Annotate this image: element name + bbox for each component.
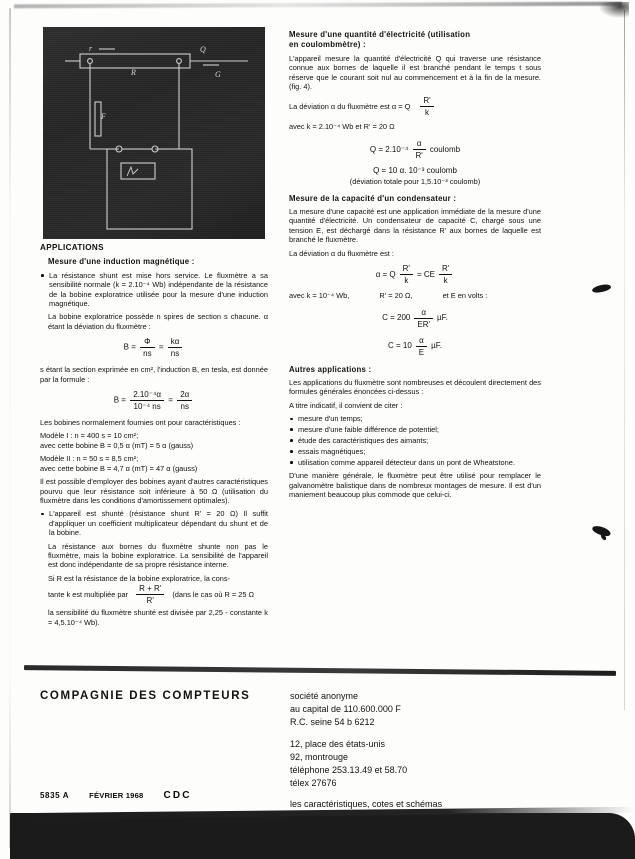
fraction-numerator: R' bbox=[400, 264, 413, 275]
reference-code: 5835 A bbox=[40, 791, 70, 800]
fraction-2e-4alpha bbox=[130, 390, 164, 411]
address-line: 12, place des états-unis bbox=[290, 738, 386, 749]
formula-lhs: α = Q bbox=[375, 269, 396, 279]
figure-label-Q: Q bbox=[200, 45, 206, 54]
list-item: essais magnétiques; bbox=[289, 447, 541, 456]
list-item: étude des caractéristiques des aimants; bbox=[289, 436, 541, 445]
paragraph-deviation-fluxmetre: La déviation α du fluxmètre est : bbox=[289, 248, 394, 258]
avec-k-value: avec k = 10⁻⁴ Wb, bbox=[289, 291, 350, 301]
fraction-alpha-Rprime bbox=[413, 139, 426, 160]
formula-unit: µF. bbox=[431, 341, 442, 351]
list-item: mesure d'un temps; bbox=[289, 414, 541, 423]
fraction-numerator: α bbox=[416, 336, 427, 347]
address-line: téléphone 253.13.49 et 58.70 bbox=[290, 765, 408, 776]
company-address-group bbox=[290, 738, 452, 791]
paragraph-autres-bobines: Il est possible d'employer des bobines ayant d'autres caractéristiques pourvu que leur résistance soit inférieure à 50 Ω (utilisation du fluxmètre dans les conditions d'amortissement optimales). bbox=[40, 477, 268, 505]
subsection-capacite-condensateur: Mesure de la capacité d'un condensateur : bbox=[289, 193, 457, 203]
paragraph-appareil-mesure-Q: L'appareil mesure la quantité d'électricité Q qui traverse une résistance connue aux bornes de laquelle il est branché pendant le temps t sous réserve que le courant soit nul au commencement et à la fin de la mesure. (fig. 4). bbox=[289, 53, 541, 92]
formula-lhs: Q = 2.10⁻⁴ bbox=[369, 144, 409, 154]
circuit-diagram-figure bbox=[43, 27, 265, 239]
fraction-denominator: ER' bbox=[417, 319, 431, 329]
formula-constante-k bbox=[40, 584, 268, 605]
formula-Q-note: (déviation totale pour 1,5.10⁻³ coulomb) bbox=[349, 177, 481, 187]
Rprime-value: R' = 20 Ω, bbox=[379, 291, 413, 301]
formula-lead-text: tante k est multipliée par bbox=[48, 589, 129, 599]
figure-label-r: r bbox=[89, 44, 93, 53]
applications-heading: APPLICATIONS bbox=[40, 243, 104, 252]
model-1-line-1: Modèle I : n = 400 s = 10 cm²; bbox=[40, 431, 139, 441]
model-2-line-1: Modèle II : n = 50 s = 8,5 cm²; bbox=[40, 454, 139, 464]
formula-C-200 bbox=[289, 308, 541, 329]
formula-lead-text: La déviation α du fluxmètre est α = Q bbox=[289, 102, 411, 112]
fraction-R-plus-Rprime bbox=[136, 584, 164, 605]
fraction-numerator: R' bbox=[420, 96, 433, 107]
formula-trailing-text: (dans le cas où R = 25 Ω bbox=[172, 589, 255, 599]
formula-unit: coulomb bbox=[429, 144, 461, 154]
paragraph-resistance-bornes: La résistance aux bornes du fluxmètre shunte non pas le fluxmètre, mais la bobine exploratrice. La sensibilité de l'appareil est donc indépendante de sa propre résistance interne. bbox=[48, 541, 268, 570]
model-2-line-2: avec cette bobine B = 4,7 α (mT) = 47 α (gauss) bbox=[40, 463, 198, 473]
fraction-Rprime-k bbox=[420, 96, 433, 117]
induction-bullet-list bbox=[40, 271, 268, 309]
formula-induction-B-numeric bbox=[40, 390, 268, 411]
paragraph-avec-k-Rprime-E bbox=[289, 291, 541, 300]
formula-C-10 bbox=[289, 336, 541, 357]
scan-top-edge-artifact bbox=[14, 2, 622, 9]
list-item: L'appareil est shunté (résistance shunt R' = 20 Ω) Il suffit d'appliquer un coefficient multiplicateur dépendant du shunt et de la bobine. bbox=[40, 509, 268, 537]
document-reference-line bbox=[40, 790, 192, 801]
fraction-alpha-E bbox=[416, 336, 427, 357]
formula-lhs: C = 200 bbox=[382, 313, 411, 323]
fraction-numerator: kα bbox=[168, 337, 183, 348]
list-item: mesure d'une faible différence de potentiel; bbox=[289, 425, 541, 434]
legal-line: au capital de 110.600.000 F bbox=[290, 704, 401, 715]
fraction-numerator: α bbox=[413, 139, 426, 150]
fraction-denominator: ns bbox=[170, 349, 180, 359]
fraction-denominator: ns bbox=[143, 349, 152, 359]
fraction-denominator: k bbox=[404, 276, 409, 286]
subsection-induction-magnetique: Mesure d'une induction magnétique : bbox=[48, 257, 195, 267]
list-item: La résistance shunt est mise hors service. Le fluxmètre a sa sensibilité normale (k = 2.10⁻⁴ Wb) indépendante de la résistance de la bobine exploratrice utilisée pour la mesure d'une induction magnétique. bbox=[40, 271, 268, 309]
paragraph-applications-nombreuses: Les applications du fluxmètre sont nombreuses et découlent directement des formules générales énoncées ci-dessus : bbox=[289, 377, 541, 397]
fraction-denominator: R' bbox=[415, 150, 423, 160]
fraction-numerator: α bbox=[414, 308, 433, 319]
fraction-alpha-ERprime bbox=[414, 308, 433, 329]
shunt-bullet-list bbox=[40, 509, 268, 537]
footer-left-block bbox=[40, 690, 290, 810]
formula-lhs: B = bbox=[123, 342, 136, 352]
fraction-denominator: 10⁻⁴ ns bbox=[133, 402, 161, 412]
paragraph-constante-k-a: Si R est la résistance de la bobine exploratrice, la cons- bbox=[48, 573, 230, 583]
paragraph-avec-k-et-Rprime: avec k = 2.10⁻⁴ Wb et R' = 20 Ω bbox=[289, 122, 395, 132]
paragraph-section-cm2: s étant la section exprimée en cm², l'induction B, en tesla, est donnée par la formule : bbox=[40, 365, 268, 384]
paragraph-bobine-exploratrice: La bobine exploratrice possède n spires de section s chacune. α étant la déviation du fluxmètre : bbox=[48, 312, 268, 331]
formula-Q-numeric: Q = 10 α. 10⁻³ coulomb bbox=[373, 165, 457, 175]
scan-speck-artifact bbox=[591, 283, 611, 294]
fraction-numerator: R + R' bbox=[136, 584, 164, 595]
figure-label-R: R bbox=[131, 68, 137, 77]
scan-corner-smudge bbox=[599, 2, 629, 18]
paragraph-mesure-capacite: La mesure d'une capacité est une application immédiate de la mesure d'une quantité d'électricité. Un condensateur de capacité C, chargé sous une tension E, est déchargé dans la résistance R' aux bornes de laquelle est branché le fluxmètre. bbox=[289, 207, 541, 245]
scan-right-edge-artifact bbox=[624, 10, 626, 710]
subsection-quantite-electricite-line1: Mesure d'une quantité d'électricité (utilisation bbox=[289, 30, 471, 39]
subsection-quantite-electricite-line2: en coulombmètre) : bbox=[289, 40, 366, 50]
fraction-denominator: E bbox=[418, 347, 425, 357]
formula-equals: = CE bbox=[416, 269, 435, 279]
fraction-Rprime-k-2 bbox=[439, 264, 452, 285]
figure-label-F: F bbox=[101, 112, 107, 121]
formula-lhs: C = 10 bbox=[388, 341, 412, 351]
figure-label-G: G bbox=[215, 70, 221, 79]
formula-alpha-CE bbox=[289, 264, 541, 285]
right-text-column bbox=[289, 30, 541, 503]
autres-applications-list bbox=[289, 414, 541, 467]
paragraph-sensibilite-divisee: la sensibilité du fluxmètre shunté est divisée par 2,25 - constante k = 4,5.10⁻⁴ Wb). bbox=[48, 608, 268, 627]
address-line: télex 27676 bbox=[290, 778, 337, 789]
E-unit-note: et E en volts : bbox=[442, 291, 488, 301]
left-text-column bbox=[40, 243, 268, 631]
cdc-logo: CDC bbox=[163, 790, 192, 801]
scan-left-edge-artifact bbox=[9, 8, 11, 848]
company-legal-group bbox=[290, 690, 452, 730]
formula-deviation-alpha bbox=[289, 96, 541, 117]
fraction-kalpha-ns bbox=[168, 337, 183, 358]
formula-equals: = bbox=[168, 395, 173, 405]
address-line: 92, montrouge bbox=[290, 751, 349, 762]
formula-unit: µF. bbox=[437, 313, 448, 323]
formula-lhs: B = bbox=[113, 395, 126, 405]
formula-induction-B bbox=[40, 337, 268, 358]
footer-divider bbox=[24, 665, 616, 676]
formula-Q-coulomb bbox=[289, 139, 541, 160]
formula-equals: = bbox=[158, 342, 164, 352]
fraction-denominator: ns bbox=[180, 402, 189, 412]
model-1-line-2: avec cette bobine B = 0,5 α (mT) = 5 α (gauss) bbox=[40, 440, 194, 450]
scan-bottom-dark-band bbox=[10, 813, 635, 859]
fraction-denominator: k bbox=[424, 108, 429, 118]
legal-line: R.C. seine 54 b 6212 bbox=[290, 717, 375, 728]
fraction-numerator: Φ bbox=[140, 337, 154, 348]
fraction-numerator: 2.10⁻⁴α bbox=[130, 390, 164, 401]
fraction-numerator: 2α bbox=[177, 390, 192, 401]
subsection-autres-applications: Autres applications : bbox=[289, 364, 372, 374]
fraction-2alpha-ns bbox=[177, 390, 192, 411]
reference-date: FÉVRIER 1968 bbox=[89, 791, 144, 800]
fraction-numerator: R' bbox=[439, 264, 452, 275]
paragraph-titre-indicatif: A titre indicatif, il convient de citer : bbox=[289, 400, 403, 410]
paragraph-bobines-caracteristiques: Les bobines normalement fournies ont pour caractéristiques : bbox=[40, 418, 241, 428]
fraction-denominator: R' bbox=[146, 596, 154, 606]
list-item: utilisation comme appareil détecteur dans un pont de Wheatstone. bbox=[289, 458, 541, 467]
paragraph-maniere-generale: D'une manière générale, le fluxmètre peut être utilisé pour remplacer le galvanomètre balistique dans de nombreux montages de mesure. Il est d'un maniement beaucoup plus commode que celui-ci. bbox=[289, 471, 541, 499]
fraction-phi-ns bbox=[140, 337, 154, 358]
legal-line: société anonyme bbox=[290, 691, 359, 701]
company-name: COMPAGNIE DES COMPTEURS bbox=[40, 690, 251, 702]
disclaimer-line: les caractéristiques, cotes et schémas bbox=[290, 799, 443, 810]
fraction-Rprime-k-1 bbox=[400, 264, 413, 285]
fraction-denominator: k bbox=[443, 276, 448, 286]
